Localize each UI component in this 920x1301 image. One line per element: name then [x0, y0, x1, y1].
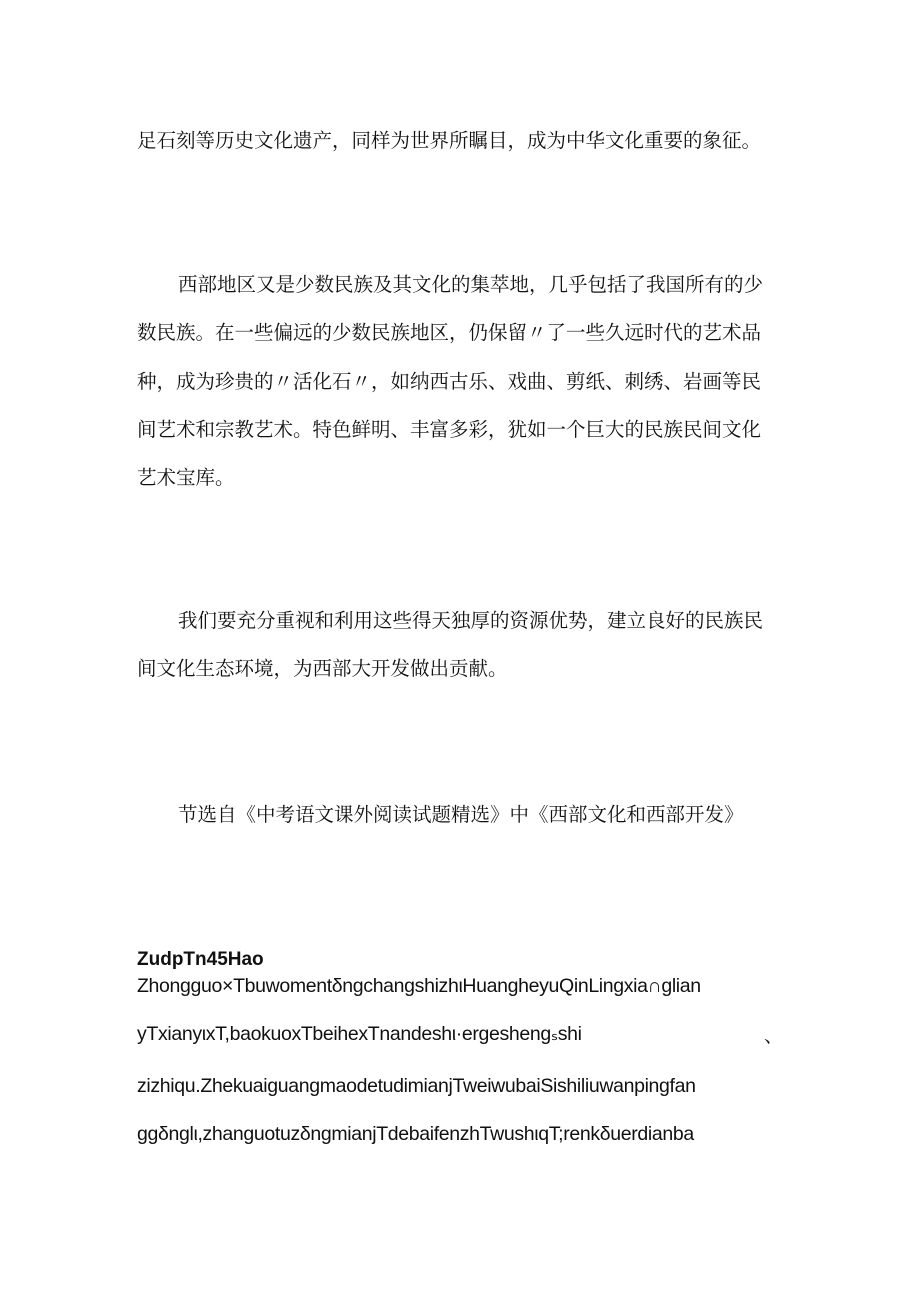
paragraph-2-line-5: 艺术宝库。 [137, 466, 235, 489]
pinyin-line-1: Zhongguo×TbuwomentδngchangshizhιHuangheyuQinLingxia∩glian [137, 975, 701, 997]
paragraph-2-line-2: 数民族。在一些偏远的少数民族地区，仍保留〃了一些久远时代的艺术品 [137, 321, 762, 344]
source-attribution: 节选自《中考语文课外阅读试题精选》中《西部文化和西部开发》 [178, 803, 744, 826]
pinyin-heading: ZudpTn45Hao [137, 949, 264, 970]
paragraph-3-line-1: 我们要充分重视和利用这些得天独厚的资源优势，建立良好的民族民 [178, 609, 764, 632]
paragraph-2-line-3: 种，成为珍贵的〃活化石〃，如纳西古乐、戏曲、剪纸、刺绣、岩画等民 [137, 370, 762, 393]
paragraph-2-line-1: 西部地区又是少数民族及其文化的集萃地，几乎包括了我国所有的少 [178, 273, 764, 296]
paragraph-2-line-4: 间艺术和宗教艺术。特色鲜明、丰富多彩，犹如一个巨大的民族民间文化 [137, 418, 762, 441]
stray-punctuation-mark: 、 [764, 1025, 784, 1047]
pinyin-line-2: yTxianyιxT,baokuoxTbeihexTnandeshι·ergeshengₛshi [137, 1023, 582, 1045]
paragraph-3-line-2: 间文化生态环境，为西部大开发做出贡献。 [137, 657, 508, 680]
paragraph-1-line-1: 足石刻等历史文化遗产，同样为世界所瞩目，成为中华文化重要的象征。 [137, 129, 762, 152]
pinyin-line-3: zizhiqu.ZhekuaiguangmaodetudimianjTweiwubaiSishiliuwanpingfan [137, 1075, 696, 1097]
pinyin-line-4: ggδnglι,zhanguotuzδngmianjTdebaifenzhTwushιqT;renkδuerdianba [137, 1123, 694, 1145]
